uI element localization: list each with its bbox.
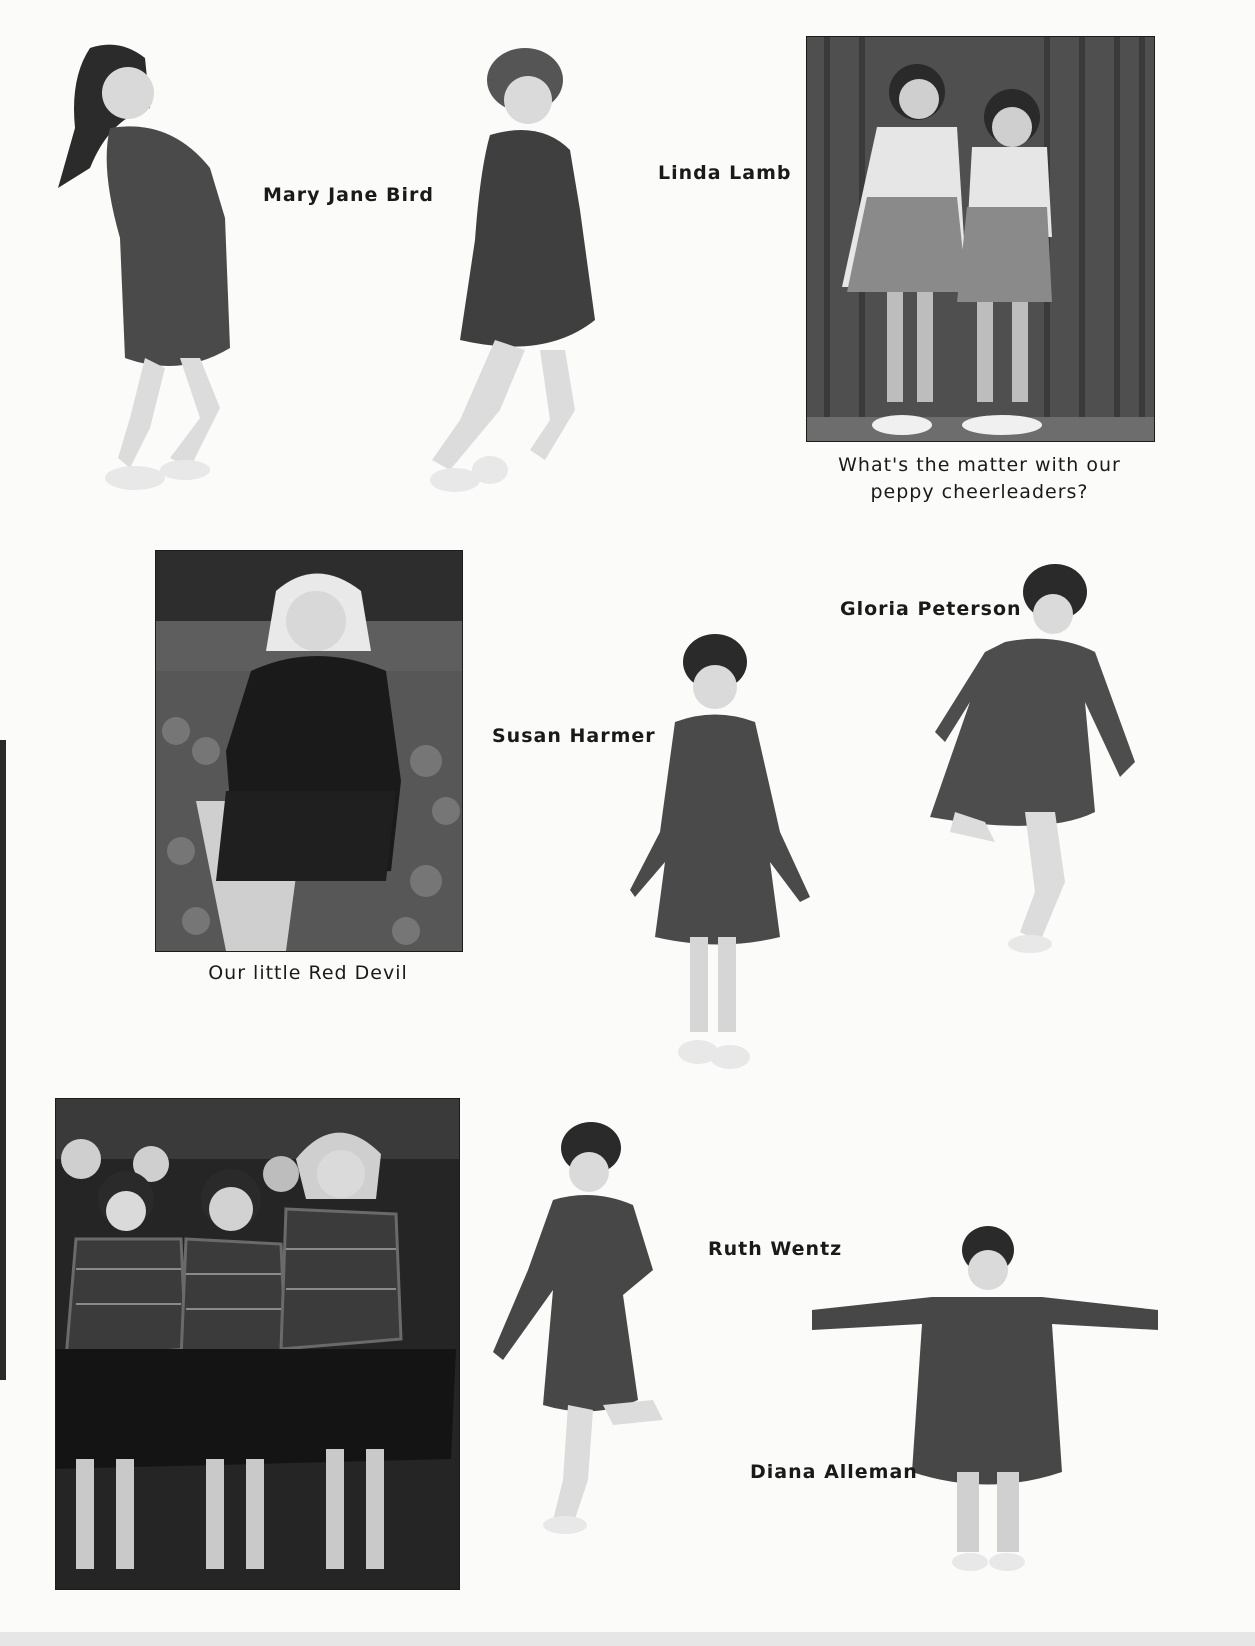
gloria-peterson-photo <box>925 562 1145 960</box>
name-label-mary-jane-bird: Mary Jane Bird <box>263 184 434 206</box>
binding-edge <box>0 740 6 1380</box>
cheerleaders-caption-line1: What's the matter with our <box>838 454 1121 476</box>
mary-jane-bird-photo <box>50 38 240 498</box>
name-label-diana-alleman: Diana Alleman <box>750 1461 918 1483</box>
red-devil-caption: Our little Red Devil <box>208 962 408 984</box>
ruth-wentz-photo <box>493 1120 693 1535</box>
linda-lamb-photo <box>420 40 620 520</box>
name-label-linda-lamb: Linda Lamb <box>658 162 792 184</box>
name-label-ruth-wentz: Ruth Wentz <box>708 1238 843 1260</box>
cheerleaders-caption-line2: peppy cheerleaders? <box>870 481 1089 503</box>
red-devil-photo <box>155 550 463 952</box>
cheerleaders-caption <box>806 452 1153 506</box>
group-plaid-photo <box>55 1098 460 1590</box>
diana-alleman-photo <box>812 1222 1158 1582</box>
name-label-gloria-peterson: Gloria Peterson <box>840 598 1022 620</box>
susan-harmer-photo <box>630 632 830 1082</box>
page-bottom-edge <box>0 1632 1255 1646</box>
cheerleaders-stage-photo <box>806 36 1155 442</box>
name-label-susan-harmer: Susan Harmer <box>492 725 656 747</box>
